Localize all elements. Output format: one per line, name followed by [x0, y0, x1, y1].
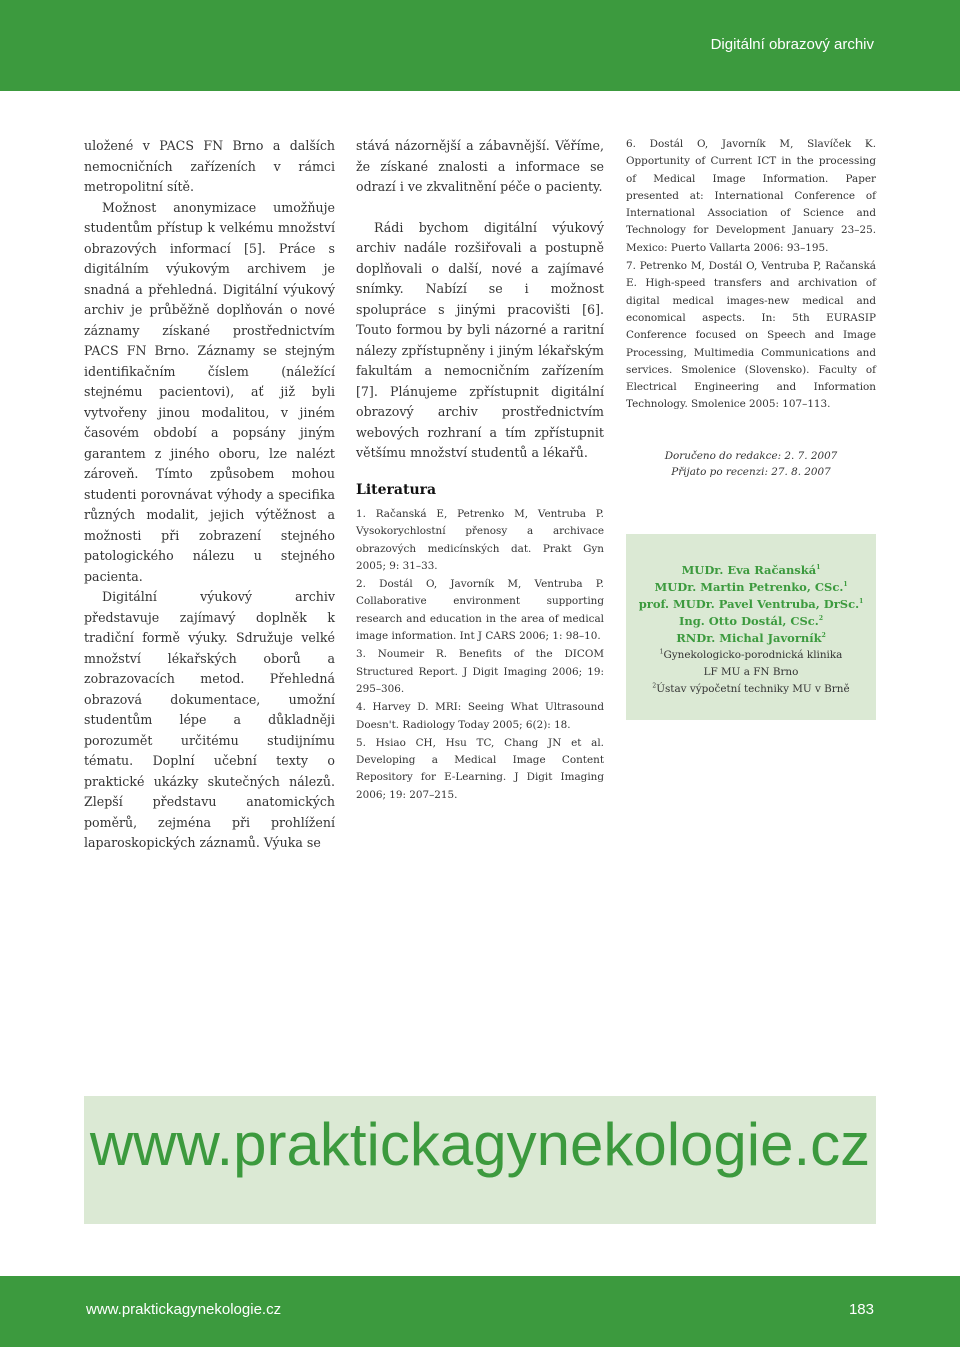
- reference-item: 2. Dostál O, Javorník M, Ventruba P. Collaborative environment supporting research and education in the area of medical image information. Int J CARS 2006; 1: 98–10.: [356, 578, 604, 643]
- reference-list: [356, 506, 604, 804]
- body-paragraph: Rádi bychom digitální výukový archiv nadále rozšiřovali a postupně doplňovali o další, nové a zajímavé snímky. Nabízí se i možnost spolupráce s jinými pracovišti [6]. Touto formou by byli názorné a raritní nálezy zpřístupněny i jiným lékařským fakultám a nemocničním zařízením [7]. Plánujeme zpřístupnit digitální obrazový archiv prostřednictvím webových rozhraní a tím zpřístupnit většímu množství studentů a lékařů.: [356, 219, 604, 460]
- affiliation: $^1$Gynekologicko-porodnická klinika: [659, 648, 843, 661]
- column-1: [84, 136, 335, 854]
- website-banner: [84, 1096, 876, 1224]
- affiliation-line: LF MU a FN Brno: [703, 665, 799, 678]
- reference-item: 3. Noumeir R. Benefits of the DICOM Structured Report. J Digit Imaging 2006; 19: 295–306.: [356, 648, 604, 695]
- column-3: [626, 136, 876, 720]
- reference-item: 5. Hsiao CH, Hsu TC, Chang JN et al. Developing a Medical Image Content Repository for E-Learning. J Digit Imaging 2006; 19: 207–215.: [356, 736, 604, 801]
- body-paragraph: stává názornější a zábavnější. Věříme, že získané znalosti a informace se odrazí i ve zkvalitnění péče o pacienty.: [356, 138, 604, 194]
- column-2: [356, 136, 604, 805]
- footer-bar: [0, 1276, 960, 1347]
- website-banner-url: www.praktickagynekologie.cz: [89, 1111, 871, 1178]
- author-name: RNDr. Michal Javorník$^2$: [676, 630, 826, 645]
- affiliation: $^2$Ústav výpočetní techniky MU v Brně: [652, 682, 850, 695]
- running-header-title: Digitální obrazový archiv: [710, 36, 874, 53]
- reference-list-continued: [626, 136, 876, 414]
- body-paragraph: Digitální výukový archiv představuje zajímavý doplněk k tradiční formě výuky. Sdružuje velké množství lékařských oborů a zobrazovacích metod. Přehledná obrazová dokumentace, umožní studentům lépe a důkladněji porozumět určitému studijnímu tématu. Doplní učební texty o praktické ukázky skutečných nálezů. Zlepší představu anatomických poměrů, zejména při prohlížení laparoskopických záznamů. Výuka se: [84, 589, 335, 850]
- body-paragraph: Možnost anonymizace umožňuje studentům přístup k velkému množství obrazových informací [5]. Práce s digitálním výukovým archivem je snadná a přehledná. Digitální výukový archiv je průběžně doplňován o nové záznamy získané prostřednictvím PACS FN Brno. Záznamy se stejným identifikačním číslem (náležící stejnému pacientovi), ať již byli vytvořeny jinou modalitou, v jiném časovém období a popsány jiným garantem z jiného oboru, lze nalézt zároveň. Tímto způsobem mohou studenti porovnávat výhody a specifika různých modalit, jejich výtěžnost a možnosti při zobrazení stejného patologického nálezu u stejného pacienta.: [84, 199, 335, 584]
- reference-item: 7. Petrenko M, Dostál O, Ventruba P, Račanská E. High-speed transfers and archivation of digital medical images-new medical and economical aspects. In: 5th EURASIP Conference focused on Speech and Image Processing, Multimedia Communications and services. Smolenice (Slovensko). Faculty of Electrical Engineering and Information Technology. Smolenice 2005: 107–113.: [626, 260, 876, 411]
- page-number: 183: [848, 1301, 874, 1318]
- accepted-date: Přijato po recenzi: 27. 8. 2007: [671, 465, 831, 478]
- literature-heading: Literatura: [356, 481, 437, 498]
- author-box: [626, 534, 876, 720]
- reference-item: 6. Dostál O, Javorník M, Slavíček K. Opportunity of Current ICT in the processing of Medical Image Information. Paper presented at: International Conference of International Association of Science and Technology for Development January 23–25. Mexico: Puerto Vallarta 2006: 93–195.: [626, 138, 876, 254]
- body-paragraph: uložené v PACS FN Brno a dalších nemocničních zařízeních v rámci metropolitní sítě.: [84, 138, 335, 194]
- author-name: prof. MUDr. Pavel Ventruba, DrSc.$^1$: [638, 596, 864, 611]
- received-date: Doručeno do redakce: 2. 7. 2007: [664, 449, 838, 462]
- submission-dates: [626, 448, 876, 480]
- reference-item: 1. Račanská E, Petrenko M, Ventruba P. Vysokorychlostní přenosy a archivace obrazových medicínských dat. Prakt Gyn 2005; 9: 31–33.: [356, 508, 604, 572]
- footer-url: www.praktickagynekologie.cz: [86, 1301, 282, 1318]
- header-bar: [0, 0, 960, 91]
- author-name: MUDr. Eva Račanská$^1$: [681, 562, 821, 577]
- author-name: Ing. Otto Dostál, CSc.$^2$: [678, 613, 823, 628]
- author-name: MUDr. Martin Petrenko, CSc.$^1$: [654, 579, 848, 594]
- reference-item: 4. Harvey D. MRI: Seeing What Ultrasound Doesn't. Radiology Today 2005; 6(2): 18.: [356, 701, 604, 731]
